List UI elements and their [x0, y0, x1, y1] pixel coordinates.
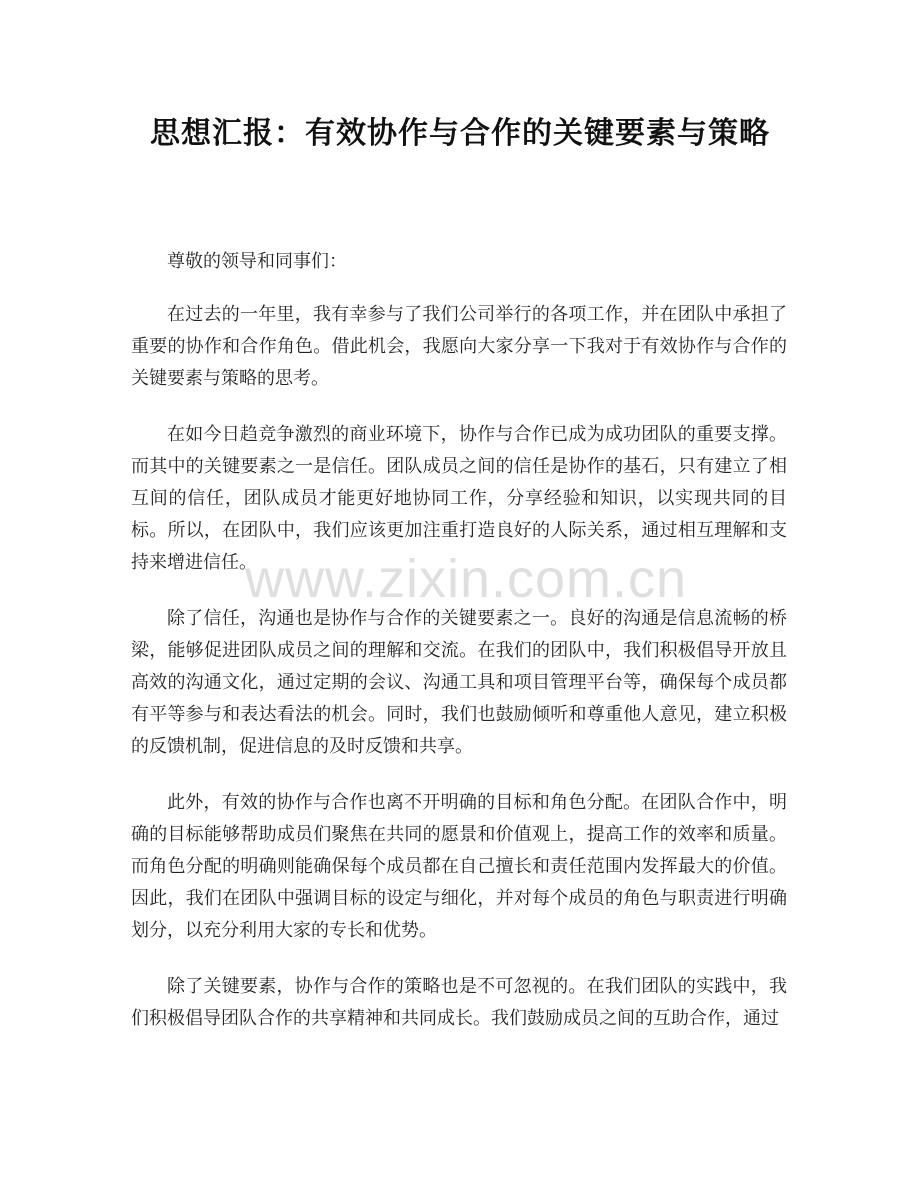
salutation-paragraph: 尊敬的领导和同事们：: [167, 251, 347, 272]
body-paragraph: 此外，有效的协作与合作也离不开明确的目标和角色分配。在团队合作中，明确的目标能够帮助成员们聚焦在共同的愿景和价值观上，提高工作的效率和质量。而角色分配的明确则能确保每个成员都在自己擅长和责任范围内发挥最大的价值。因此，我们在团队中强调目标的设定与细化，并对每个成员的角色与职责进行明确划分，以充分利用大家的专长和优势。: [131, 792, 787, 941]
body-paragraph: 除了关键要素，协作与合作的策略也是不可忽视的。在我们团队的实践中，我们积极倡导团队合作的共享精神和共同成长。我们鼓励成员之间的互助合作，通过: [131, 976, 787, 1029]
body-paragraph: 在如今日趋竞争激烈的商业环境下，协作与合作已成为成功团队的重要支撑。而其中的关键要素之一是信任。团队成员之间的信任是协作的基石，只有建立了相互间的信任，团队成员才能更好地协同工作，分享经验和知识，以实现共同的目标。所以，在团队中，我们应该更加注重打造良好的人际关系，通过相互理解和支持来增进信任。: [131, 424, 787, 573]
watermark: www.zixin.com.cn: [244, 549, 688, 609]
body-paragraph: 除了信任，沟通也是协作与合作的关键要素之一。良好的沟通是信息流畅的桥梁，能够促进团队成员之间的理解和交流。在我们的团队中，我们积极倡导开放且高效的沟通文化，通过定期的会议、沟通工具和项目管理平台等，确保每个成员都有平等参与和表达看法的机会。同时，我们也鼓励倾听和尊重他人意见，建立积极的反馈机制，促进信息的及时反馈和共享。: [131, 608, 787, 757]
body-paragraph: 在过去的一年里，我有幸参与了我们公司举行的各项工作，并在团队中承担了重要的协作和合作角色。借此机会，我愿向大家分享一下我对于有效协作与合作的关键要素与策略的思考。: [131, 304, 787, 389]
document-title: 思想汇报：有效协作与合作的关键要素与策略: [150, 116, 770, 151]
document-body: [131, 246, 787, 1059]
